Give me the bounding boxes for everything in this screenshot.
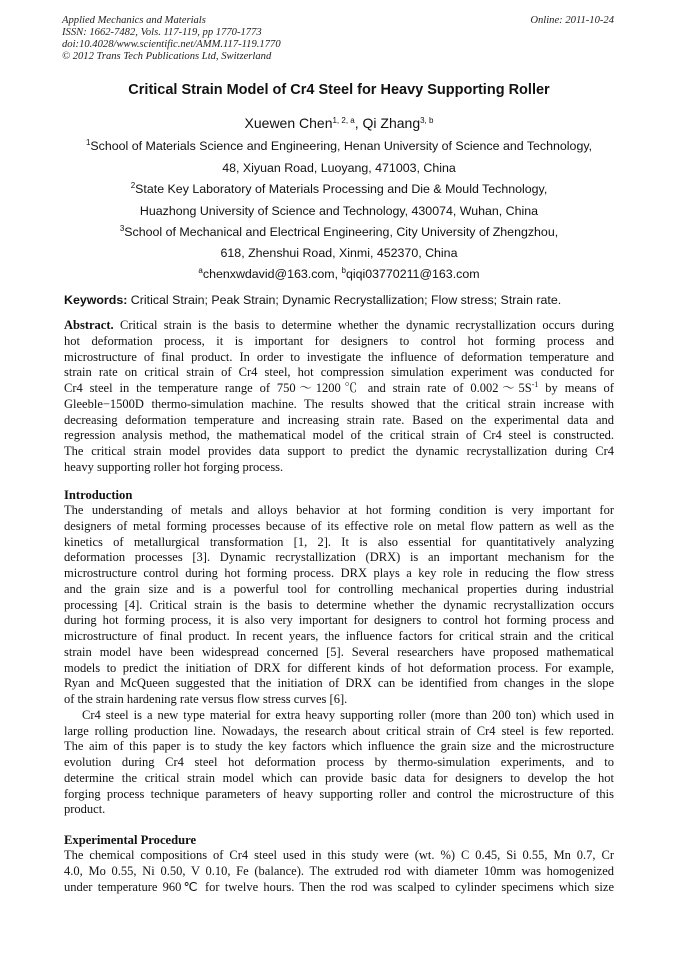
text-span: Cr4 steel in the temperature range of 750～1200℃ and strain rate of 0.002～5S	[64, 381, 532, 395]
text-line: models to predict the initiation of DRX for different kinds of hot deformation process. For example,	[64, 660, 614, 675]
affiliation-mark: 2	[130, 181, 136, 190]
text-line: under temperature 960℃ for twelve hours. Then the rod was scalped to cylinder specimens which size	[64, 879, 614, 894]
email-line	[0, 267, 678, 281]
text-line: designers of metal forming processes because of its effective role on metal flow pattern as well as the	[64, 518, 614, 533]
author-separator: ,	[354, 115, 363, 131]
text-line: forging process technique parameters of heavy supporting roller and control the microstructure of this	[64, 786, 614, 801]
affiliation-line: 618, Zhenshui Road, Xinmi, 452370, China	[220, 246, 458, 260]
text-line	[64, 318, 614, 334]
abstract-paragraph	[64, 318, 614, 476]
affiliation-text: School of Mechanical and Electrical Engineering, City University of Zhengzhou,	[124, 225, 559, 239]
affiliation-text: State Key Laboratory of Materials Processing and Die & Mould Technology,	[135, 182, 548, 196]
affiliation-text: School of Materials Science and Engineering, Henan University of Science and Technology,	[90, 139, 593, 153]
text-line: strain rate on critical strain of Cr4 steel, hot compression simulation experiment was conducted for	[64, 365, 614, 380]
keywords	[64, 293, 561, 307]
affiliation-line: 48, Xiyuan Road, Luoyang, 471003, China	[222, 161, 456, 175]
introduction-paragraph	[64, 503, 614, 818]
section-heading-experimental: Experimental Procedure	[64, 833, 197, 847]
affiliation-line	[0, 225, 678, 239]
header-issn: ISSN: 1662-7482, Vols. 117-119, pp 1770-1773	[62, 27, 262, 38]
text-line: decreasing deformation temperature and increasing strain rate. Based on the experimental data and	[64, 412, 614, 427]
text-line: large rolling production line. Nowadays, the research about critical strain of Cr4 steel is few reported.	[64, 723, 614, 738]
text-line: during hot forming process, it is also very important for designers to control hot forming process and	[64, 613, 614, 628]
affiliation-line	[0, 139, 678, 153]
author-affiliation-mark: 1, 2, a	[332, 116, 355, 125]
keywords-label: Keywords:	[64, 293, 128, 307]
author-name: Qi Zhang	[362, 115, 421, 131]
email-link[interactable]: qiqi03770211@163.com	[345, 267, 480, 281]
text-line: kinetics of metallurgical transformation [1, 2]. It is also essential for quantitatively analyzing	[64, 534, 614, 549]
text-line: microstructure of final product. In order to investigate the influence of deformation temperature and	[64, 349, 614, 364]
author-affiliation-mark: 3, b	[420, 116, 434, 125]
text-line: processing [4]. Critical strain is the basis to determine whether the dynamic recrystallization occurs	[64, 597, 614, 612]
text-line: The chemical compositions of Cr4 steel used in this study were (wt. %) C 0.45, Si 0.55, Mn 0.7, Cr	[64, 848, 614, 862]
text-line: microstructure of final product. In recent years, the influence factors for critical strain and the critical	[64, 629, 614, 643]
text-line: Gleeble−1500D thermo-simulation machine. The results showed that the critical strain increase with	[64, 396, 614, 411]
keywords-text: Critical Strain; Peak Strain; Dynamic Recrystallization; Flow stress; Strain rate.	[127, 293, 562, 307]
text-line: deformation processes [3]. Dynamic recrystallization (DRX) is an important mechanism for the	[64, 550, 614, 565]
affiliation-mark: 3	[119, 224, 125, 233]
text-line: The understanding of metals and alloys behavior at hot forming condition is very important for	[64, 503, 614, 517]
text-line: The aim of this paper is to study the key factors which influence the grain size and the microstructure	[64, 739, 614, 754]
email-mark: a	[198, 266, 203, 275]
text-line: of the strain hardening rate versus flow stress curves [6].	[64, 692, 348, 706]
text-line: hot deformation process, it is important for designers to control hot forming process and	[64, 333, 614, 348]
affiliation-line: Huazhong University of Science and Technology, 430074, Wuhan, China	[139, 204, 539, 218]
experimental-paragraph	[64, 848, 614, 895]
text-line: determine the critical strain model which can provide basic data for designers to develop the hot	[64, 770, 614, 785]
affiliation-mark: 1	[85, 138, 91, 147]
header-doi: doi:10.4028/www.scientific.net/AMM.117-119.1770	[62, 39, 281, 50]
text-line: Cr4 steel is a new type material for extra heavy supporting roller (more than 200 ton) which used in	[82, 707, 614, 722]
text-line: strain model have been widespread concerned [5]. Several researchers have proposed mathematical	[64, 644, 614, 659]
text-line: evolution during Cr4 steel hot deformation process by thermo-simulation experiments, and to	[64, 755, 614, 769]
text-line: and the grain size and is a powerful tool for controlling mechanical properties during industrial	[64, 581, 614, 596]
email-mark: b	[341, 266, 346, 275]
text-span: Critical strain is the basis to determine whether the dynamic recrystallization occurs during	[113, 318, 614, 332]
text-line: Ryan and McQueen suggested that the initiation of DRX can be identified from changes in the slope	[64, 676, 614, 691]
text-line: product.	[64, 802, 106, 817]
author-line	[0, 115, 678, 131]
text-line	[64, 381, 614, 397]
text-span: by means of	[538, 381, 614, 395]
text-line: microstructure control during hot forming process. DRX plays a key role in reducing the flow stress	[64, 566, 614, 580]
text-line: regression analysis method, the mathematical model of the critical strain of Cr4 steel is constructed.	[64, 428, 614, 443]
superscript: -1	[531, 380, 539, 389]
section-heading-introduction: Introduction	[64, 488, 133, 502]
header-journal: Applied Mechanics and Materials	[62, 15, 206, 26]
text-line: The critical strain model provides data support to predict the dynamic recrystallization during Cr4	[64, 444, 614, 458]
text-line: heavy supporting roller hot forging process.	[64, 459, 284, 474]
text-line: 4.0, Mo 0.55, Ni 0.50, V 0.10, Fe (balance). The extruded rod with diameter 10mm was homogenized	[64, 863, 614, 878]
email-link[interactable]: chenxwdavid@163.com,	[202, 267, 342, 281]
author-name: Xuewen Chen	[244, 115, 333, 131]
header-copyright: © 2012 Trans Tech Publications Ltd, Switzerland	[62, 51, 272, 62]
abstract-label: Abstract.	[64, 318, 114, 332]
header-online-date: Online: 2011-10-24	[530, 15, 614, 26]
affiliation-line	[0, 182, 678, 196]
paper-title: Critical Strain Model of Cr4 Steel for Heavy Supporting Roller	[128, 82, 550, 98]
